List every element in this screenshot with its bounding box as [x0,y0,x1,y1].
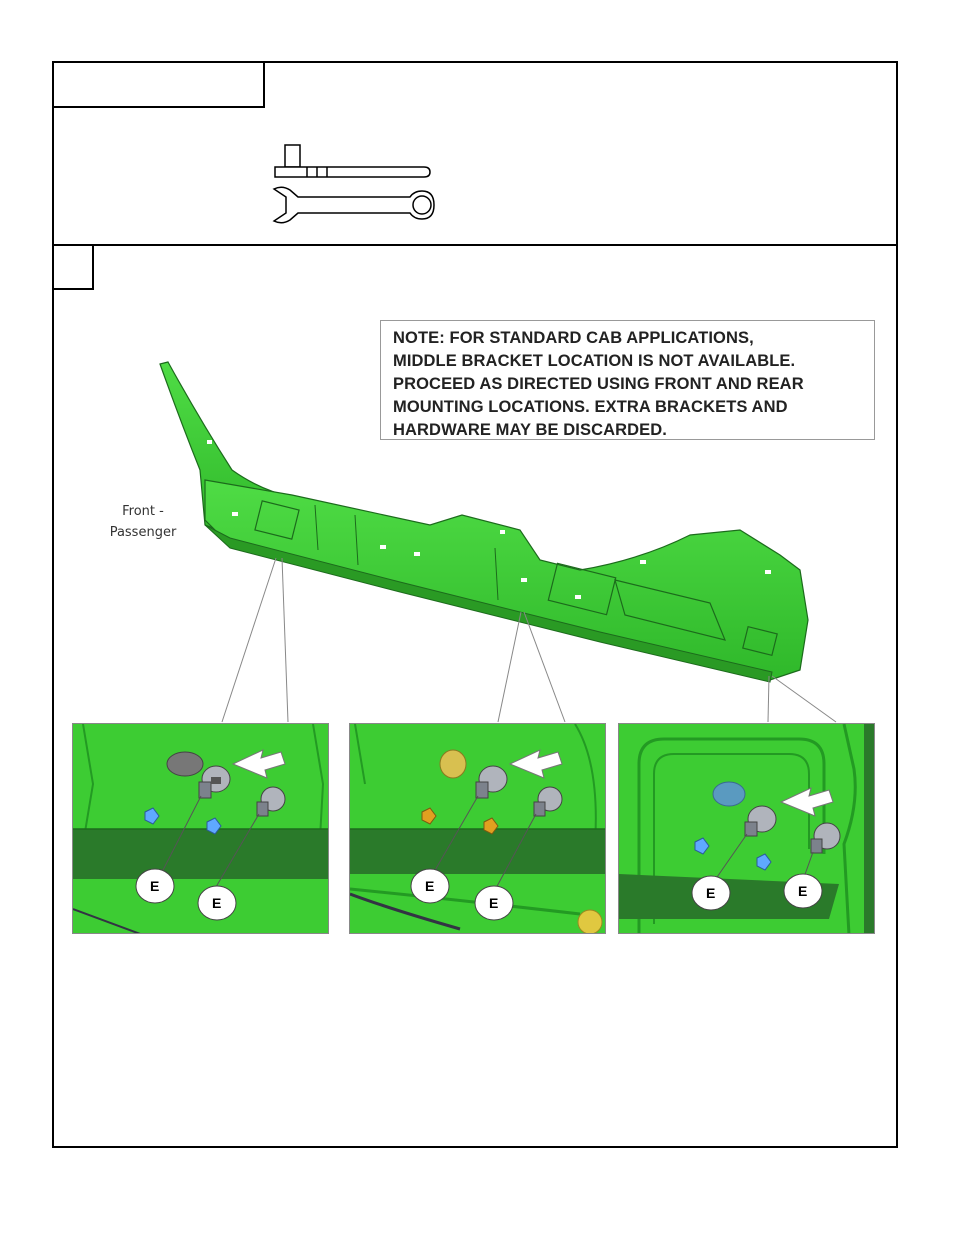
fastener-label-e: E [489,895,499,911]
fastener-label-e: E [798,883,808,899]
callout-rear [618,723,875,934]
fastener-label-e: E [706,885,716,901]
note-line-4: MOUNTING LOCATIONS. EXTRA BRACKETS AND [393,398,788,416]
note-line-2: MIDDLE BRACKET LOCATION IS NOT AVAILABLE. [393,352,796,370]
note-line-3: PROCEED AS DIRECTED USING FRONT AND REAR [393,375,804,393]
fastener-label-e: E [212,895,222,911]
callout-middle [349,723,606,934]
note-line-1: NOTE: FOR STANDARD CAB APPLICATIONS, [393,329,754,347]
callout-front [72,723,329,934]
note-box [380,320,875,440]
fastener-label-e: E [425,878,435,894]
fastener-label-e: E [150,878,160,894]
note-line-5: HARDWARE MAY BE DISCARDED. [393,421,667,439]
front-label-line1: Front - [122,504,164,519]
front-label-line2: Passenger [109,525,177,540]
front-passenger-label [100,501,186,543]
